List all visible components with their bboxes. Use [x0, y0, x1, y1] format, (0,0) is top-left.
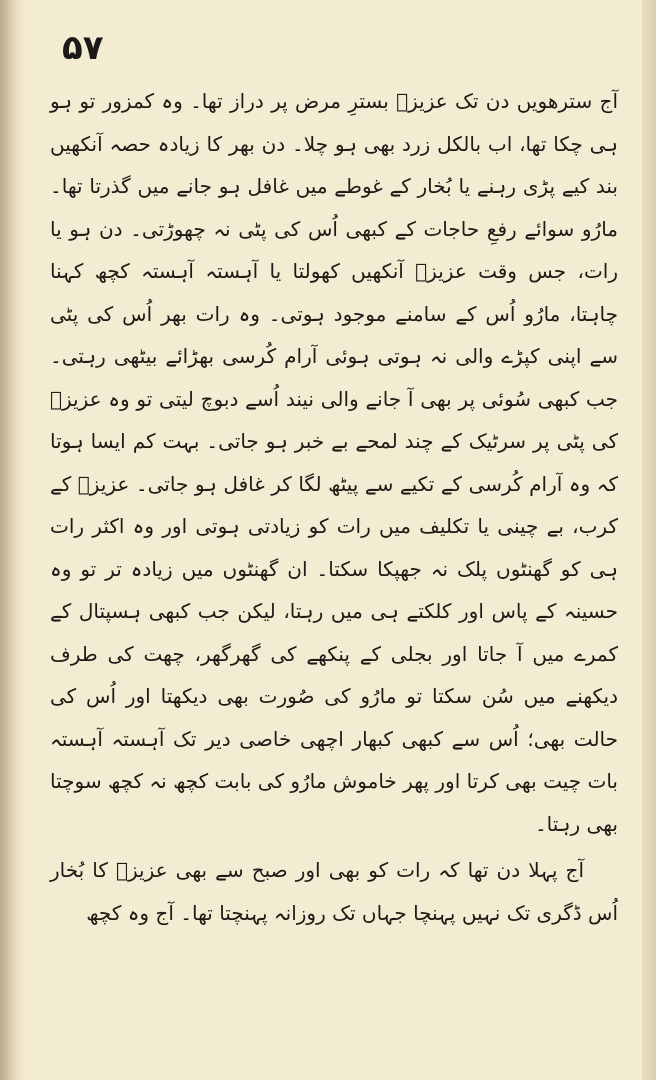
page-edge: [642, 0, 656, 1080]
page-number: ۵۷: [62, 28, 104, 68]
paragraph-2: آج پہلا دن تھا کہ رات کو بھی اور صبح سے بھی عزیزؔ کا بُخار اُس ڈگری تک نہیں پہنچا جہاں تک روزانہ پہنچتا تھا۔ آج وہ کچھ: [50, 858, 618, 925]
binding-shadow: [0, 0, 26, 1080]
body-text: [50, 80, 618, 934]
paragraph-1: آج سترھویں دن تک عزیزؔ بسترِ مرض پر دراز تھا۔ وہ کمزور تو ہو ہی چکا تھا، اب بالکل زرد بھی ہو چلا۔ دن بھر کا زیادہ حصہ آنکھیں بند کیے پڑی رہنے یا بُخار کے غوطے میں غافل ہو جانے میں گذرتا تھا۔ مارُو سوائے رفعِ حاجات کے کبھی اُس کی پٹی نہ چھوڑتی۔ دن ہو یا رات، جس وقت عزیزؔ آنکھیں کھولتا یا آہستہ آہستہ کچھ کہنا چاہتا، مارُو اُس کے سامنے موجود ہوتی۔ وہ رات بھر اُس کی پٹی سے اپنی کپڑے والی نہ ہوتی ہوئی آرام کُرسی بھڑائے بیٹھی رہتی۔ جب کبھی سُوئی پر بھی آ جانے والی نیند اُسے دبوچ لیتی تو وہ عزیزؔ کی پٹی پر سرٹیک کے چند لمحے بے خبر ہو جاتی۔ بہت کم ایسا ہوتا کہ وہ آرام کُرسی کے تکیے سے پیٹھ لگا کر غافل ہو جاتی۔ عزیزؔ کے کرب، بے چینی یا تکلیف میں رات کو زیادتی ہوتی اور وہ اکثر رات ہی کو گھنٹوں پلک نہ جھپکا سکتا۔ ان گھنٹوں میں زیادہ تر تو وہ حسینہ کے پاس اور کلکتے ہی میں رہتا، لیکن جب کبھی ہسپتال کے کمرے میں آ جاتا اور بجلی کے پنکھے کی گھرگھر، چھت کی طرف دیکھنے میں سُن سکتا تو مارُو کی صُورت بھی دیکھتا اور اُس کی حالت بھی؛ اُس سے کبھی کبھار اچھی خاصی دیر تک آہستہ آہستہ بات چیت بھی کرتا اور پھر خاموش مارُو کی بابت کچھ نہ کچھ سوچتا بھی رہتا۔: [50, 89, 618, 836]
